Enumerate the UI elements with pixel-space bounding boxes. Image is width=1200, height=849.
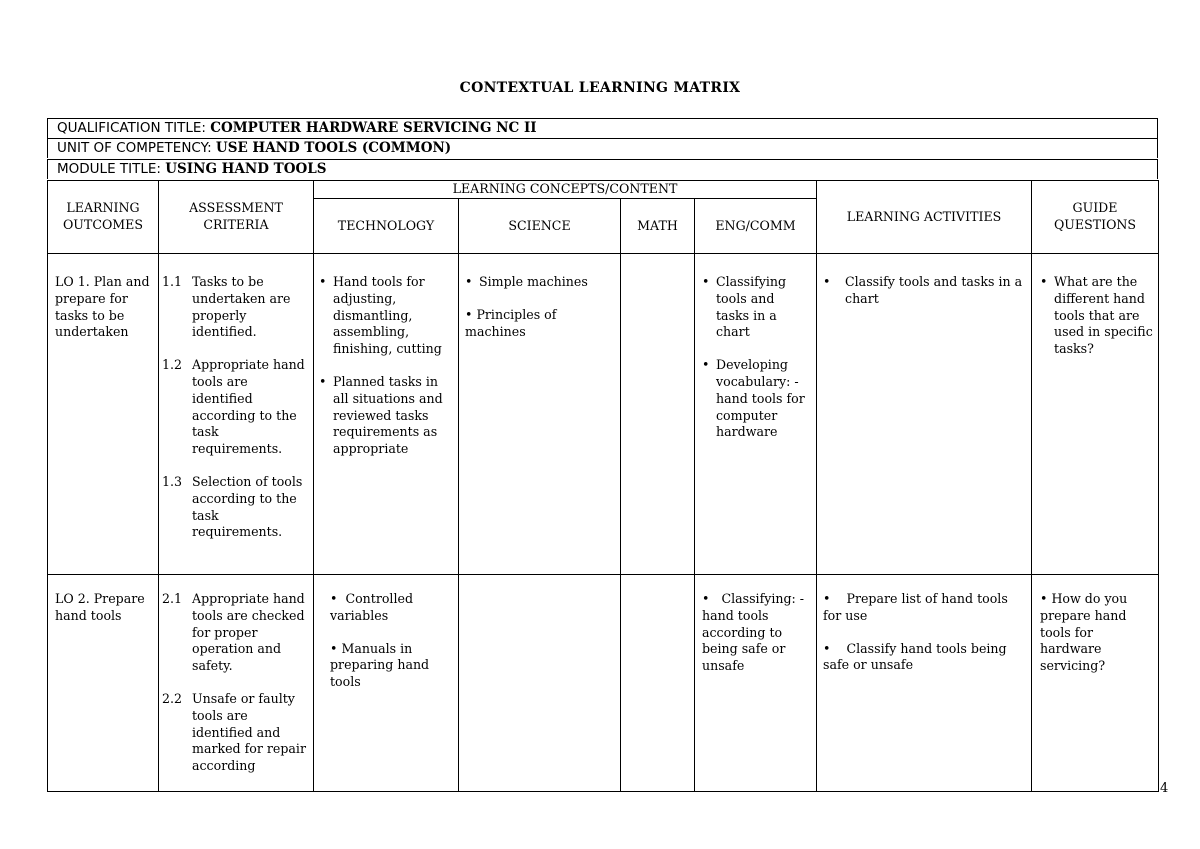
question-item: What are the different hand tools that are used in specific tasks? [1054, 274, 1153, 357]
criteria-text: Selection of tools according to the task requirements. [192, 473, 303, 540]
unit-value: USE HAND TOOLS (COMMON) [215, 140, 452, 156]
technology-cell [314, 575, 459, 792]
header-math: MATH [621, 199, 695, 254]
activity-item: • Prepare list of hand tools for use [823, 591, 1008, 623]
header-learning-concepts: LEARNING CONCEPTS/CONTENT [314, 181, 817, 199]
criteria-text: Appropriate hand tools are checked for proper operation and safety. [192, 591, 305, 674]
qualification-label: QUALIFICATION TITLE: [57, 120, 211, 136]
eng-comm-cell [695, 575, 817, 792]
unit-label: UNIT OF COMPETENCY: [57, 140, 216, 156]
eng-comm-item: Classifying tools and tasks in a chart [716, 274, 787, 340]
table-row [48, 254, 1159, 575]
questions-cell [1032, 254, 1159, 575]
header-learning-outcomes: LEARNING OUTCOMES [48, 181, 159, 254]
eng-comm-item: Developing vocabulary: -hand tools for computer hardware [716, 357, 805, 440]
criteria-number: 2.2 [162, 690, 183, 706]
header-science: SCIENCE [459, 199, 621, 254]
bullet-icon: • [823, 274, 831, 289]
technology-item: Planned tasks in all situations and reviewed tasks requirements as appropriate [333, 373, 443, 457]
activities-cell [817, 254, 1032, 575]
bullet-icon: • [319, 373, 327, 389]
bullet-icon: • [465, 274, 473, 289]
bullet-icon: • [319, 274, 327, 289]
science-item: Simple machines [479, 274, 588, 289]
technology-cell [314, 254, 459, 575]
criteria-number: 1.3 [162, 473, 183, 489]
learning-matrix-table [47, 180, 1159, 792]
math-cell [621, 254, 695, 575]
technology-item: • Controlled variables [330, 591, 413, 623]
bullet-icon: • [702, 357, 710, 373]
questions-cell [1032, 575, 1159, 792]
criteria-text: Tasks to be undertaken are properly identified. [192, 274, 291, 340]
technology-item: • Manuals in preparing hand tools [330, 640, 430, 690]
module-label: MODULE TITLE: [57, 161, 166, 177]
criteria-number: 2.1 [162, 591, 183, 606]
criteria-number: 1.1 [162, 274, 183, 289]
eng-comm-cell [695, 254, 817, 575]
header-guide-questions: GUIDE QUESTIONS [1032, 181, 1159, 254]
math-cell [621, 575, 695, 792]
eng-comm-item: • Classifying: -hand tools according to being safe or unsafe [702, 591, 805, 674]
header-technology: TECHNOLOGY [314, 199, 459, 254]
qualification-row [47, 118, 1158, 138]
activities-cell [817, 575, 1032, 792]
qualification-value: COMPUTER HARDWARE SERVICING NC II [210, 120, 537, 136]
criteria-text: Appropriate hand tools are identified according to the task requirements. [192, 357, 305, 457]
activity-item: • Classify hand tools being safe or unsafe [823, 640, 1007, 673]
outcome-cell: LO 2. Prepare hand tools [48, 575, 159, 792]
technology-item: Hand tools for adjusting, dismantling, assembling, finishing, cutting [333, 274, 442, 357]
science-cell [459, 575, 621, 792]
science-item: • Principles of machines [465, 306, 557, 339]
bullet-icon: • [1040, 274, 1048, 289]
activity-item: Classify tools and tasks in a chart [845, 274, 1023, 306]
criteria-text: Unsafe or faulty tools are identified and marked for repair according [192, 690, 306, 774]
criteria-cell [159, 254, 314, 575]
header-eng-comm: ENG/COMM [695, 199, 817, 254]
question-item: • How do you prepare hand tools for hardware servicing? [1040, 591, 1128, 674]
document-title: CONTEXTUAL LEARNING MATRIX [459, 80, 741, 96]
science-cell [459, 254, 621, 575]
table-row [48, 575, 1159, 792]
header-assessment-criteria: ASSESSMENT CRITERIA [159, 181, 314, 254]
module-row [47, 159, 1158, 179]
outcome-cell: LO 1. Plan and prepare for tasks to be undertaken [48, 254, 159, 575]
criteria-number: 1.2 [162, 357, 183, 373]
header-learning-activities: LEARNING ACTIVITIES [817, 181, 1032, 254]
criteria-cell [159, 575, 314, 792]
module-value: USING HAND TOOLS [165, 161, 327, 177]
page-number: 4 [1160, 781, 1169, 796]
unit-row [47, 138, 1158, 158]
bullet-icon: • [702, 274, 710, 289]
